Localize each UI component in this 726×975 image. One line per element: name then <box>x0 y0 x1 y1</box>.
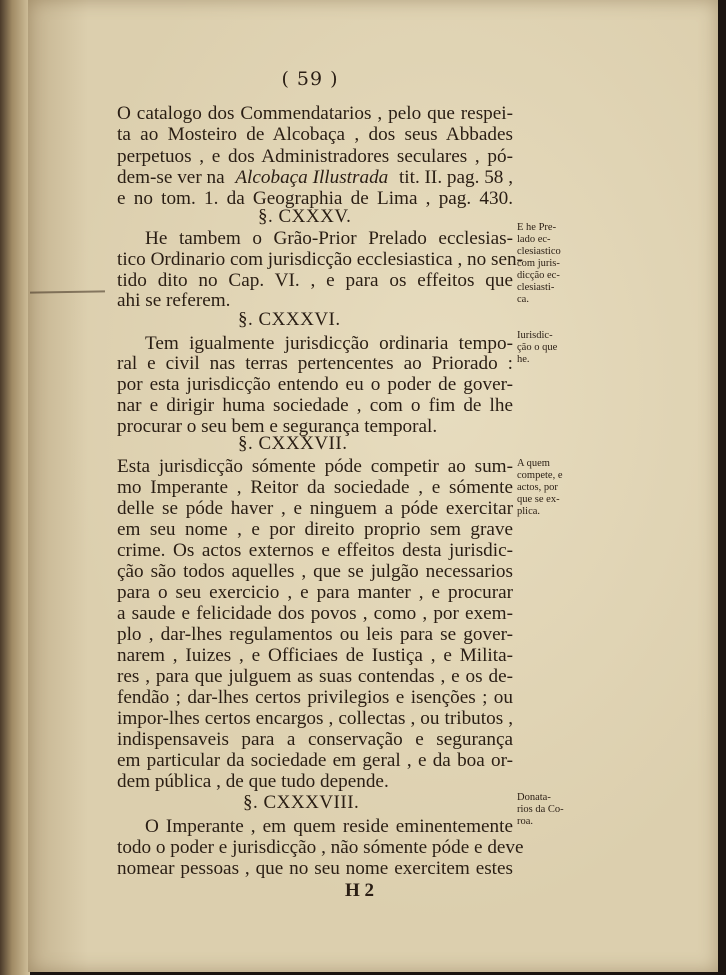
text-line: indispensaveis para a conservação e segurança <box>117 729 513 750</box>
margin-note-line: plica. <box>517 506 541 517</box>
text-line: plo , dar-lhes regulamentos ou leis para se gover- <box>117 624 513 645</box>
catchword: H 2 <box>345 880 375 901</box>
margin-note-line: Iurisdic- <box>517 330 553 341</box>
margin-note-line: A quem <box>517 458 550 469</box>
section-heading: §. CXXXVI. <box>238 309 341 330</box>
text-line: impor-lhes certos encargos , collectas , ou tributos , <box>117 708 513 729</box>
text-line: e no tom. 1. da Geographia de Lima , pag. 430. <box>117 188 513 209</box>
text-line: nomear pessoas , que no seu nome exercitem estes <box>117 858 513 879</box>
text-line: tido dito no Cap. VI. , e para os effeitos que <box>117 270 513 291</box>
margin-note-line: rios da Co- <box>517 804 564 815</box>
text-fragment: tit. II. pag. 58 , <box>398 167 513 188</box>
margin-note-line: E he Pre- <box>517 222 557 233</box>
text-line: procurar o seu bem e segurança temporal. <box>117 416 438 437</box>
text-fragment: dem-se ver na <box>117 167 225 188</box>
text-line: em particular da sociedade em geral , e da boa or- <box>117 750 513 771</box>
text-line: narem , Iuizes , e Officiaes de Iustiça , e Milita- <box>117 645 513 666</box>
margin-note <box>517 792 585 828</box>
text-line: ral e civil nas terras pertencentes ao Priorado : <box>117 353 513 374</box>
margin-note-line: ca. <box>517 294 529 305</box>
section-heading: §. CXXXVIII. <box>243 792 360 813</box>
margin-note-line: clesiastico <box>517 246 561 257</box>
margin-note-line: Donata- <box>517 792 551 803</box>
book-title-italic: Alcobaça Illustrada <box>235 167 389 188</box>
text-line: O Imperante , em quem reside eminentemente <box>145 816 513 837</box>
margin-note-line: roa. <box>517 816 534 827</box>
text-line: para o seu exercicio , e para manter , e procurar <box>117 582 513 603</box>
text-line: mo Imperante , Reitor da sociedade , e sómente <box>117 477 513 498</box>
section-heading: §. CXXXVII. <box>238 433 348 454</box>
text-line: perpetuos , e dos Administradores seculares , pó- <box>117 146 513 167</box>
text-line: dem pública , de que tudo depende. <box>117 771 389 792</box>
text-line: He tambem o Grão-Prior Prelado ecclesias- <box>145 228 513 249</box>
text-line: nar e dirigir huma sociedade , com o fim de lhe <box>117 395 513 416</box>
text-line-composite <box>117 168 513 188</box>
margin-note <box>517 330 585 366</box>
margin-note-line: dicção ec- <box>517 270 560 281</box>
margin-note-line: com juris- <box>517 258 560 269</box>
page-number: ( 59 ) <box>281 68 339 90</box>
margin-note-line: actos, por <box>517 482 558 493</box>
text-line: por esta jurisdicção entendo eu o poder de gover- <box>117 374 513 395</box>
margin-note-line: compete, e <box>517 470 563 481</box>
margin-note-line: he. <box>517 354 530 365</box>
margin-note-line: clesiasti- <box>517 282 555 293</box>
text-line: a saude e felicidade dos povos , como , por exem- <box>117 603 513 624</box>
text-line: em seu nome , e por direito proprio sem grave <box>117 519 513 540</box>
text-line: Esta jurisdicção sómente póde competir ao sum- <box>117 456 513 477</box>
text-line: ção são todos aquelles , que se julgão necessarios <box>117 561 513 582</box>
margin-note <box>517 458 585 518</box>
section-heading: §. CXXXV. <box>258 206 352 227</box>
margin-note-line: lado ec- <box>517 234 551 245</box>
text-line: res , para que julguem as suas contendas , e os de- <box>117 666 513 687</box>
text-line: delle se póde haver , e ninguem a póde exercitar <box>117 498 513 519</box>
text-line: O catalogo dos Commendatarios , pelo que respei- <box>117 103 513 124</box>
text-line: tico Ordinario com jurisdicção ecclesiastica , no sen- <box>117 249 523 270</box>
text-line: ta ao Mosteiro de Alcobaça , dos seus Abbades <box>117 124 513 145</box>
text-line: crime. Os actos externos e effeitos desta jurisdic- <box>117 540 513 561</box>
text-line: Tem igualmente jurisdicção ordinaria tempo- <box>145 333 513 354</box>
margin-note <box>517 222 585 306</box>
text-line: ahi se referem. <box>117 290 231 311</box>
margin-note-line: ção o que <box>517 342 558 353</box>
text-line: todo o poder e jurisdicção , não sómente póde e deve <box>117 837 524 858</box>
text-line: fendão ; dar-lhes certos privilegios e isenções ; ou <box>117 687 513 708</box>
pencil-mark <box>30 290 105 293</box>
margin-note-line: que se ex- <box>517 494 560 505</box>
